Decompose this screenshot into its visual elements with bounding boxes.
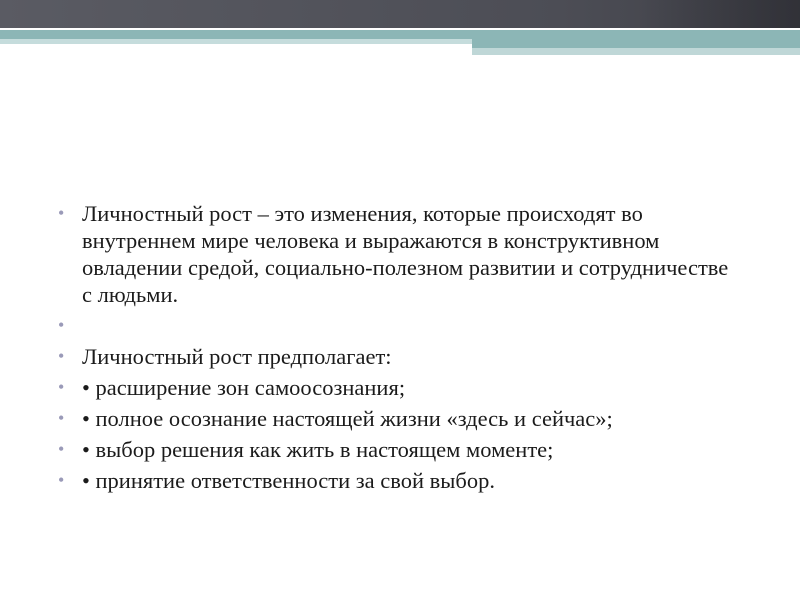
header-band xyxy=(0,0,800,28)
bullet-icon: • xyxy=(58,470,65,490)
bullet-icon: • xyxy=(58,346,65,366)
list-item-text: Личностный рост предполагает: xyxy=(82,344,392,369)
bullet-icon: • xyxy=(58,377,65,397)
bullet-icon: • xyxy=(58,408,65,428)
list-item-text: • полное осознание настоящей жизни «здесь и сейчас»; xyxy=(82,406,613,431)
list-item-text: • выбор решения как жить в настоящем моменте; xyxy=(82,437,554,462)
bullet-icon: • xyxy=(58,439,65,459)
accent-stripe-right-light xyxy=(472,48,800,55)
list-item xyxy=(58,343,738,370)
bullet-icon: • xyxy=(58,203,65,223)
accent-stripe-light xyxy=(0,39,472,44)
list-item-text: • расширение зон самоосознания; xyxy=(82,375,406,400)
list-item-text: • принятие ответственности за свой выбор. xyxy=(82,468,495,493)
bullet-icon: • xyxy=(58,315,65,335)
list-item xyxy=(58,200,738,308)
header-band-shade xyxy=(640,0,800,28)
list-item xyxy=(58,405,738,432)
list-item xyxy=(58,374,738,401)
list-item xyxy=(58,312,738,339)
list-item-text: Личностный рост – это изменения, которые происходят во внутреннем мире человека и выражаются в конструктивном овладении средой, социально-полезном развитии и сотрудничестве с людьми. xyxy=(82,201,729,307)
list-item xyxy=(58,467,738,494)
accent-stripe xyxy=(0,30,800,39)
slide-bullet-list xyxy=(58,200,738,498)
list-item xyxy=(58,436,738,463)
